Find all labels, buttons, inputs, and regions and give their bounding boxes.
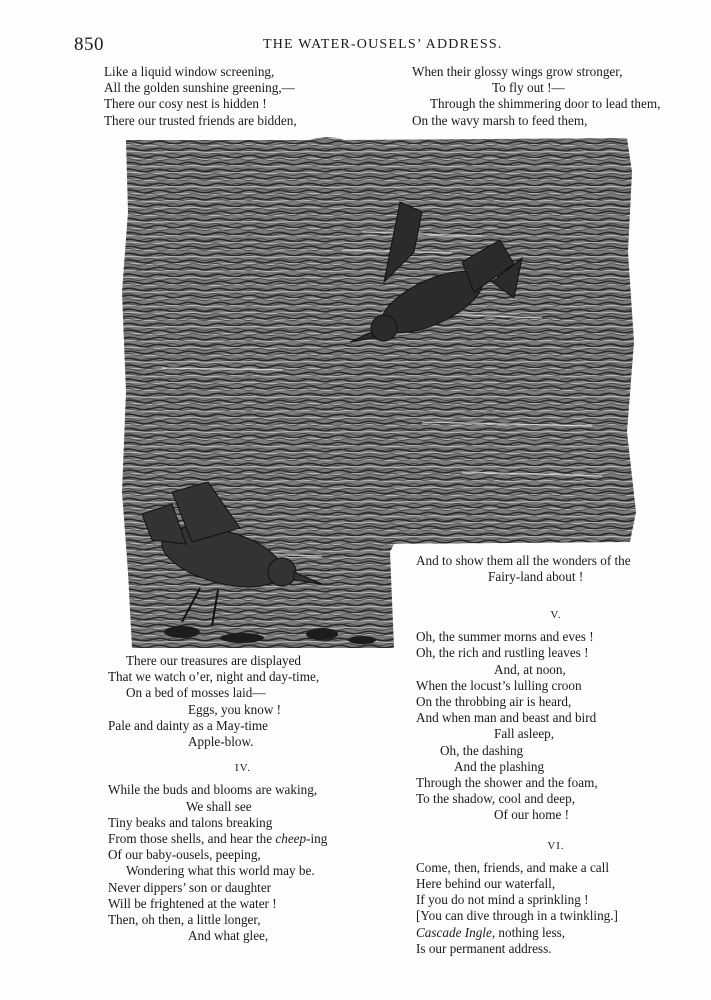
- poem-line: Wondering what this world may be.: [126, 863, 315, 879]
- poem-right-bottom: [416, 597, 696, 957]
- poem-line: That we watch o’er, night and day-time,: [108, 669, 320, 685]
- poem-line: Of our baby-ousels, peeping,: [108, 847, 261, 863]
- poem-line: And when man and beast and bird: [416, 710, 597, 726]
- poem-right-mid: [416, 553, 631, 585]
- text-run: -ing: [306, 831, 328, 847]
- poem-line: On the throbbing air is heard,: [416, 694, 572, 710]
- poem-line: Fall asleep,: [494, 726, 555, 742]
- poem-line: On a bed of mosses laid—: [126, 685, 266, 701]
- poem-line: Eggs, you know !: [188, 701, 282, 717]
- poem-line: To the shadow, cool and deep,: [416, 791, 575, 807]
- poem-right-top: [412, 64, 660, 129]
- poem-line: Here behind our waterfall,: [416, 876, 556, 892]
- poem-line: [108, 831, 378, 847]
- poem-line: All the golden sunshine greening,—: [104, 80, 295, 96]
- poem-line: Apple-blow.: [188, 734, 254, 750]
- poem-line: Oh, the summer morns and eves !: [416, 629, 594, 645]
- poem-line: There our trusted friends are bidden,: [104, 112, 297, 128]
- poem-line: Of our home !: [494, 807, 570, 823]
- poem-line: If you do not mind a sprinkling !: [416, 892, 589, 908]
- poem-line: Come, then, friends, and make a call: [416, 859, 609, 875]
- text-run: , nothing less,: [491, 924, 566, 940]
- poem-line: When the locust’s lulling croon: [416, 677, 582, 693]
- section-number: V.: [550, 609, 562, 621]
- poem-line: Fairy-land about !: [488, 569, 584, 585]
- poem-line: And, at noon,: [494, 661, 566, 677]
- text-run: From those shells, and hear the: [108, 831, 276, 847]
- poem-line: [You can dive through in a twinkling.]: [416, 908, 618, 924]
- poem-line: Pale and dainty as a May-time: [108, 717, 269, 733]
- poem-line: To fly out !—: [492, 80, 565, 96]
- poem-line: And what glee,: [188, 928, 269, 944]
- poem-line: And the plashing: [454, 758, 545, 774]
- section-number: IV.: [235, 762, 251, 775]
- italic-name: Cascade Ingle: [416, 924, 492, 940]
- italic-word: cheep: [275, 831, 307, 847]
- section-number: VI.: [547, 839, 565, 852]
- poem-left-bottom: [108, 653, 378, 944]
- poem-line: Like a liquid window screening,: [104, 64, 275, 79]
- poem-line: When their glossy wings grow stronger,: [412, 64, 623, 79]
- poem-line: There our treasures are displayed: [126, 653, 302, 668]
- poem-line: Oh, the rich and rustling leaves !: [416, 645, 589, 661]
- poem-line: While the buds and blooms are waking,: [108, 782, 318, 798]
- poem-line: Through the shower and the foam,: [416, 775, 598, 791]
- poem-line: Tiny beaks and talons breaking: [108, 814, 273, 830]
- poem-line: Is our permanent address.: [416, 940, 552, 956]
- poem-line: On the wavy marsh to feed them,: [412, 112, 588, 128]
- page-number: 850: [74, 34, 104, 55]
- poem-line: Then, oh then, a little longer,: [108, 912, 261, 928]
- poem-line: Will be frightened at the water !: [108, 895, 277, 911]
- poem-line: Oh, the dashing: [440, 742, 524, 758]
- running-head: THE WATER-OUSELS’ ADDRESS.: [263, 37, 503, 52]
- poem-line: And to show them all the wonders of the: [416, 553, 631, 568]
- poem-left-top: [104, 64, 297, 129]
- poem-line: We shall see: [186, 798, 252, 814]
- poem-line: Through the shimmering door to lead them,: [430, 96, 661, 112]
- poem-line: [416, 925, 696, 941]
- poem-line: There our cosy nest is hidden !: [104, 96, 267, 112]
- poem-line: Never dippers’ son or daughter: [108, 879, 272, 895]
